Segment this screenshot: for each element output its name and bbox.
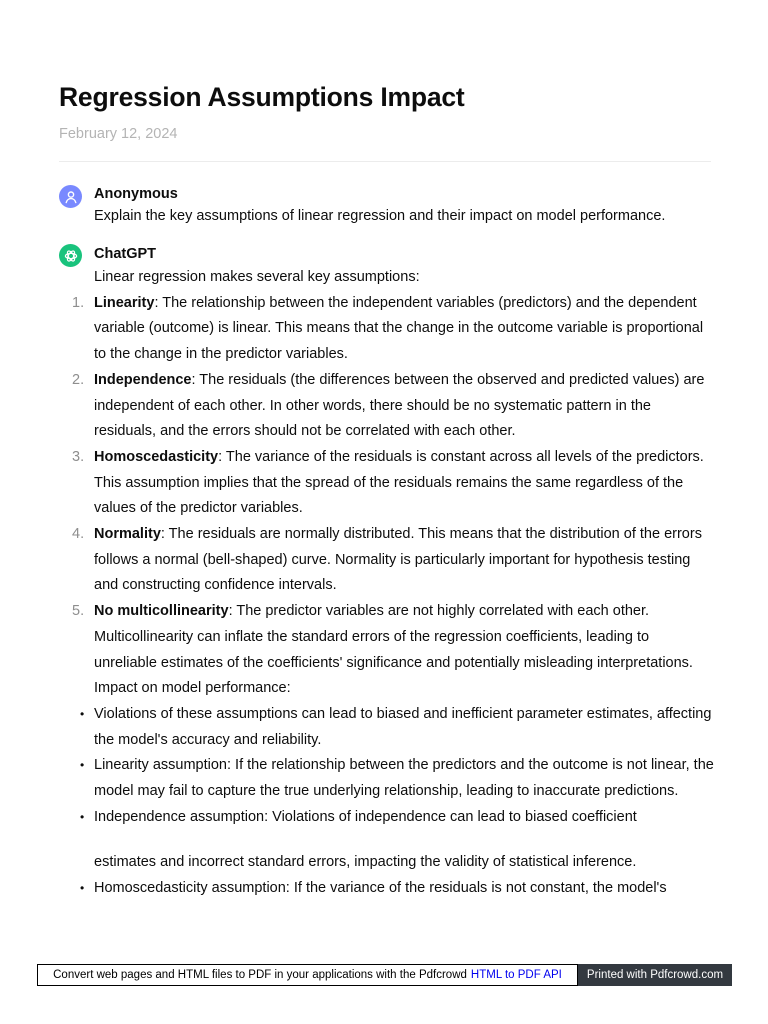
assumption-text: : The predictor variables are not highly correlated with each other. Multicollinearity can inflate the standard errors of the regression coefficients, leading to unreliable estimates of the coefficients' significance and potentially misleading interpretations. [94,603,693,671]
list-item [80,753,714,804]
impact-text: Violations of these assumptions can lead to biased and inefficient parameter estimates, affecting the model's accuracy and reliability. [94,705,712,748]
assumption-term: Independence [94,371,192,388]
bullet-icon: • [80,758,85,773]
footer-text: Convert web pages and HTML files to PDF in your applications with the Pdfcrowd [53,969,467,981]
user-author-name: Anonymous [94,186,178,202]
page-gap [94,830,714,850]
bullet-icon: • [80,706,85,721]
assumption-term: No multicollinearity [94,603,229,620]
list-number: 5. [72,603,85,620]
assistant-message-body [72,265,714,902]
list-item [72,291,714,368]
list-number: 4. [72,526,85,543]
page-title: Regression Assumptions Impact [59,82,465,112]
header-divider [59,161,711,162]
list-item [80,876,714,902]
assumption-term: Normality [94,526,161,543]
bullet-icon: • [80,809,85,824]
assumption-text: : The relationship between the independent variables (predictors) and the dependent variable (outcome) is linear. This means that the change in the outcome variable is proportional to the change in the predictor variables. [94,294,704,363]
pdf-footer-banner [37,964,732,986]
list-number: 2. [72,371,85,388]
list-item [72,522,714,599]
list-item [72,368,714,445]
html-to-pdf-link[interactable]: HTML to PDF API [470,969,562,981]
list-item [80,805,714,876]
bullet-icon: • [80,881,85,896]
assumption-term: Linearity [94,294,155,311]
user-message-text: Explain the key assumptions of linear regression and their impact on model performance. [94,208,666,224]
user-avatar [59,185,82,208]
impact-text: Independence assumption: Violations of independence can lead to biased coefficient [94,808,637,825]
impact-heading: Impact on model performance: [94,680,291,697]
impact-text: Linearity assumption: If the relationship between the predictors and the outcome is not linear, the model may fail to capture the true underlying relationship, leading to inaccurate predictions. [94,757,714,800]
assumption-text: : The residuals are normally distributed. This means that the distribution of the errors follows a normal (bell-shaped) curve. Normality is particularly important for hypothesis testing and constructing confidence intervals. [94,526,702,594]
assistant-avatar [59,244,82,267]
person-icon [64,190,78,204]
page-date: February 12, 2024 [59,126,178,142]
list-item [72,445,714,522]
assumption-term: Homoscedasticity [94,448,219,465]
assumptions-list [72,291,714,677]
list-number: 1. [72,294,85,311]
impact-text: Homoscedasticity assumption: If the variance of the residuals is not constant, the model's [94,880,667,897]
assistant-author-name: ChatGPT [94,246,157,262]
assumption-text: : The residuals (the differences between the observed and predicted values) are independent of each other. In other words, there should be no systematic pattern in the residuals, and the errors should not be correlated with each other. [94,371,705,440]
list-item [72,599,714,676]
openai-logo-icon [63,248,79,264]
impacts-list [80,702,714,902]
list-item [80,702,714,753]
list-number: 3. [72,448,85,465]
impact-text-continued: estimates and incorrect standard errors, impacting the validity of statistical inference. [94,854,637,871]
footer-convert-notice [37,964,578,986]
assistant-intro: Linear regression makes several key assumptions: [94,269,420,285]
assumption-text: : The variance of the residuals is constant across all levels of the predictors. This assumption implies that the spread of the residuals remains the same regardless of the values of the predictor variables. [94,448,704,517]
printed-with-badge[interactable]: Printed with Pdfcrowd.com [578,964,732,986]
